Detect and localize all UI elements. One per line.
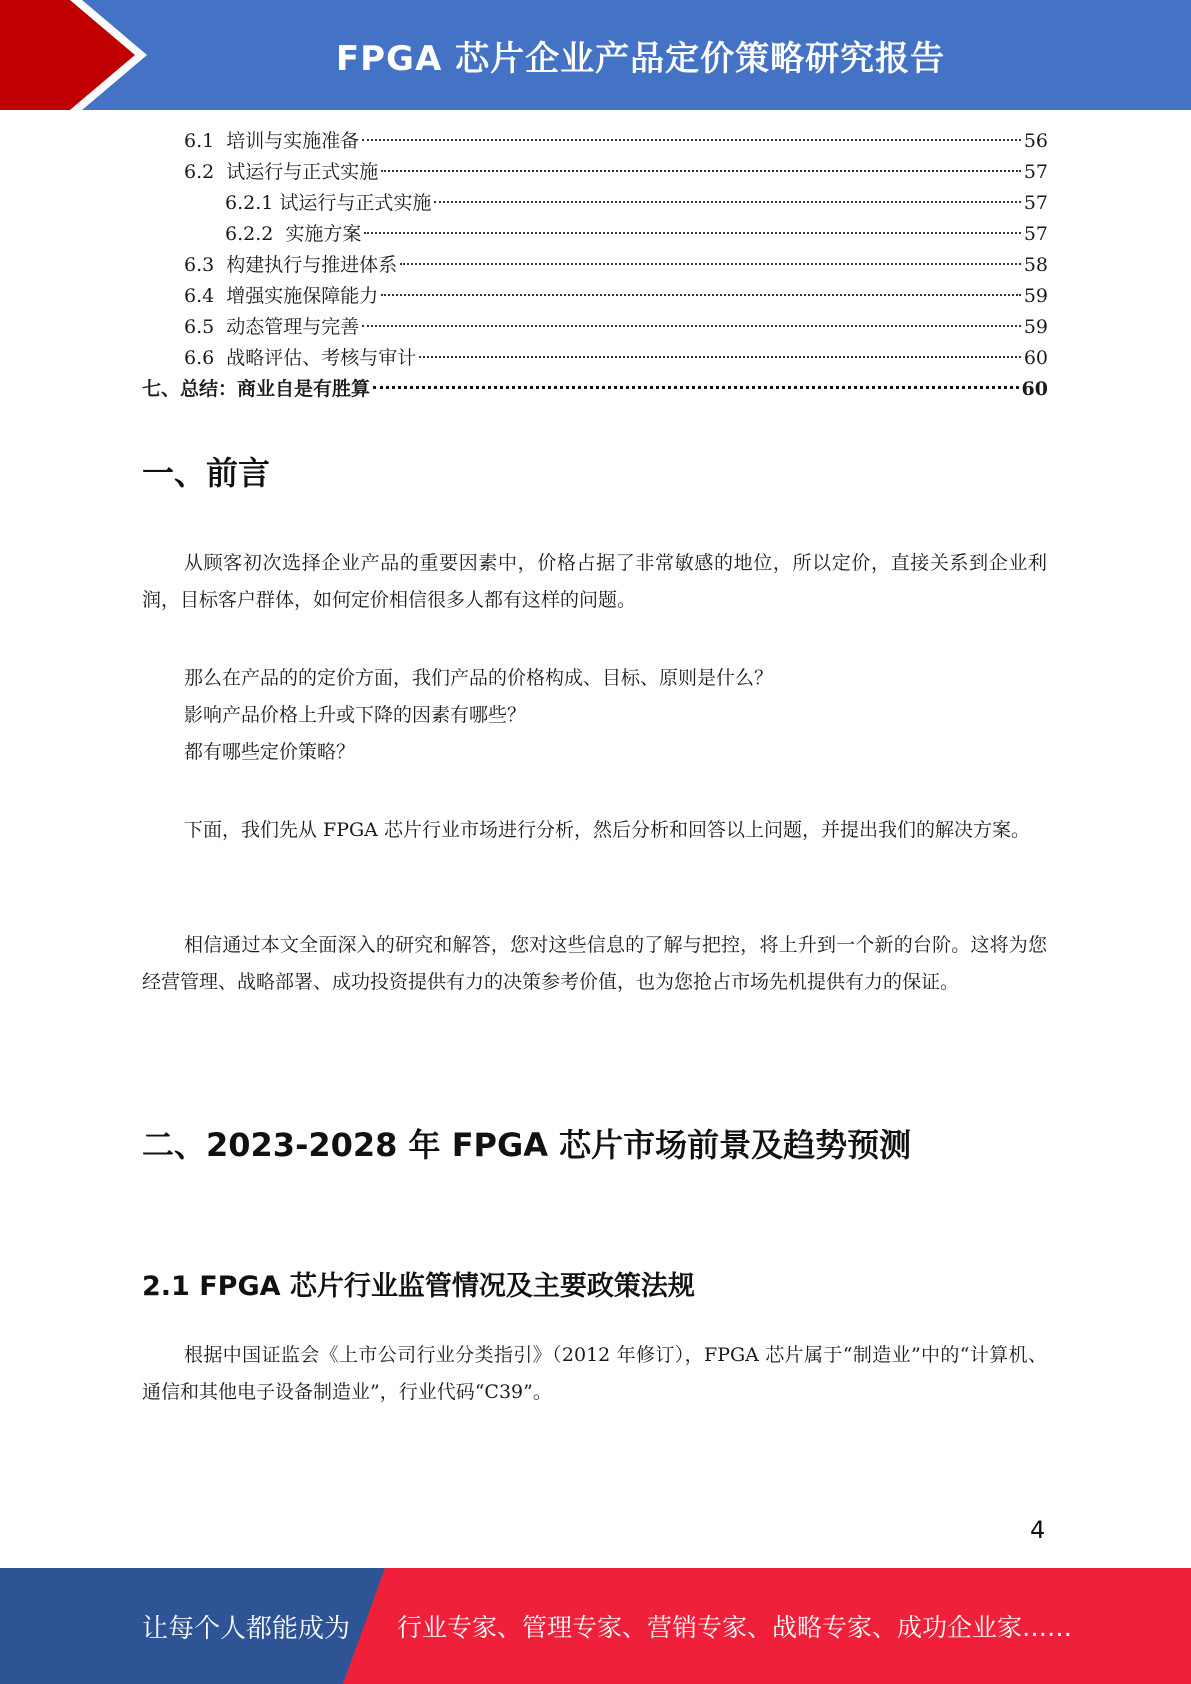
toc-item-page: 60	[1023, 347, 1048, 369]
toc-leader-dots	[362, 325, 1021, 327]
toc-item-chapter[interactable]	[142, 374, 1048, 404]
toc-item-page: 56	[1023, 130, 1048, 152]
toc-item-label: 6.5 动态管理与完善	[184, 316, 360, 338]
footer-slogan-right: 行业专家、管理专家、营销专家、战略专家、成功企业家……	[397, 1613, 1073, 1642]
preface-paragraph-3: 相信通过本文全面深入的研究和解答，您对这些信息的了解与把控，将上升到一个新的台阶。这将为您经营管理、战略部署、成功投资提供有力的决策参考价值，也为您抢占市场先机提供有力的保证。	[142, 934, 1047, 993]
section-heading-market-outlook: 二、2023-2028 年 FPGA 芯片市场前景及趋势预测	[142, 1126, 912, 1164]
toc-item[interactable]	[184, 157, 1048, 187]
toc-item-label: 6.2.1 试运行与正式实施	[225, 192, 432, 214]
toc-item-page: 59	[1023, 316, 1048, 338]
toc-item-label: 6.2 试运行与正式实施	[184, 161, 379, 183]
toc-item[interactable]	[225, 188, 1048, 218]
regulation-paragraph: 根据中国证监会《上市公司行业分类指引》（2012 年修订），FPGA 芯片属于“制造业”中的“计算机、通信和其他电子设备制造业”，行业代码“C39”。	[142, 1344, 1047, 1403]
toc-item[interactable]	[184, 126, 1048, 156]
toc-leader-dots	[419, 356, 1021, 358]
toc-item-page: 60	[1021, 378, 1048, 400]
toc-item-page: 57	[1023, 192, 1048, 214]
section-heading-preface: 一、前言	[142, 454, 271, 492]
toc-leader-dots	[364, 232, 1020, 234]
toc-item-page: 57	[1023, 161, 1048, 183]
preface-question-3: 都有哪些定价策略？	[184, 741, 356, 763]
footer-slogan-left: 让每个人都能成为	[142, 1613, 351, 1644]
toc-item-label: 6.1 培训与实施准备	[184, 130, 360, 152]
toc-leader-dots	[373, 386, 1019, 389]
toc-item-label: 6.6 战略评估、考核与审计	[184, 347, 417, 369]
toc-leader-dots	[434, 201, 1020, 203]
toc-item[interactable]	[225, 219, 1048, 249]
toc-item-page: 57	[1023, 223, 1048, 245]
toc-leader-dots	[362, 139, 1021, 141]
toc-item-label: 6.3 构建执行与推进体系	[184, 254, 398, 276]
preface-question-2: 影响产品价格上升或下降的因素有哪些？	[184, 704, 527, 726]
preface-paragraph-1: 从顾客初次选择企业产品的重要因素中，价格占据了非常敏感的地位，所以定价，直接关系到企业利润，目标客户群体，如何定价相信很多人都有这样的问题。	[142, 552, 1047, 611]
toc-item-page: 58	[1023, 254, 1048, 276]
toc-item-label: 6.4 增强实施保障能力	[184, 285, 379, 307]
page-number: 4	[1030, 1516, 1046, 1544]
toc-leader-dots	[381, 294, 1021, 296]
toc-item[interactable]	[184, 343, 1048, 373]
toc-item[interactable]	[184, 250, 1048, 280]
toc-leader-dots	[381, 170, 1021, 172]
toc-item-page: 59	[1023, 285, 1048, 307]
toc-item-label: 七、总结：商业自是有胜算	[142, 378, 371, 400]
report-title: FPGA 芯片企业产品定价策略研究报告	[335, 38, 946, 79]
toc-item-label: 6.2.2 实施方案	[225, 223, 362, 245]
subsection-heading-regulation: 2.1 FPGA 芯片行业监管情况及主要政策法规	[142, 1271, 695, 1302]
header-chevron-decoration	[0, 0, 160, 110]
toc-item[interactable]	[184, 312, 1048, 342]
toc-item[interactable]	[184, 281, 1048, 311]
preface-paragraph-2: 下面，我们先从 FPGA 芯片行业市场进行分析，然后分析和回答以上问题，并提出我们的解决方案。	[184, 819, 1030, 841]
page-header	[0, 0, 1191, 110]
page-footer	[0, 1568, 1191, 1684]
toc-leader-dots	[400, 263, 1021, 265]
preface-question-1: 那么在产品的的定价方面，我们产品的价格构成、目标、原则是什么？	[184, 667, 774, 689]
